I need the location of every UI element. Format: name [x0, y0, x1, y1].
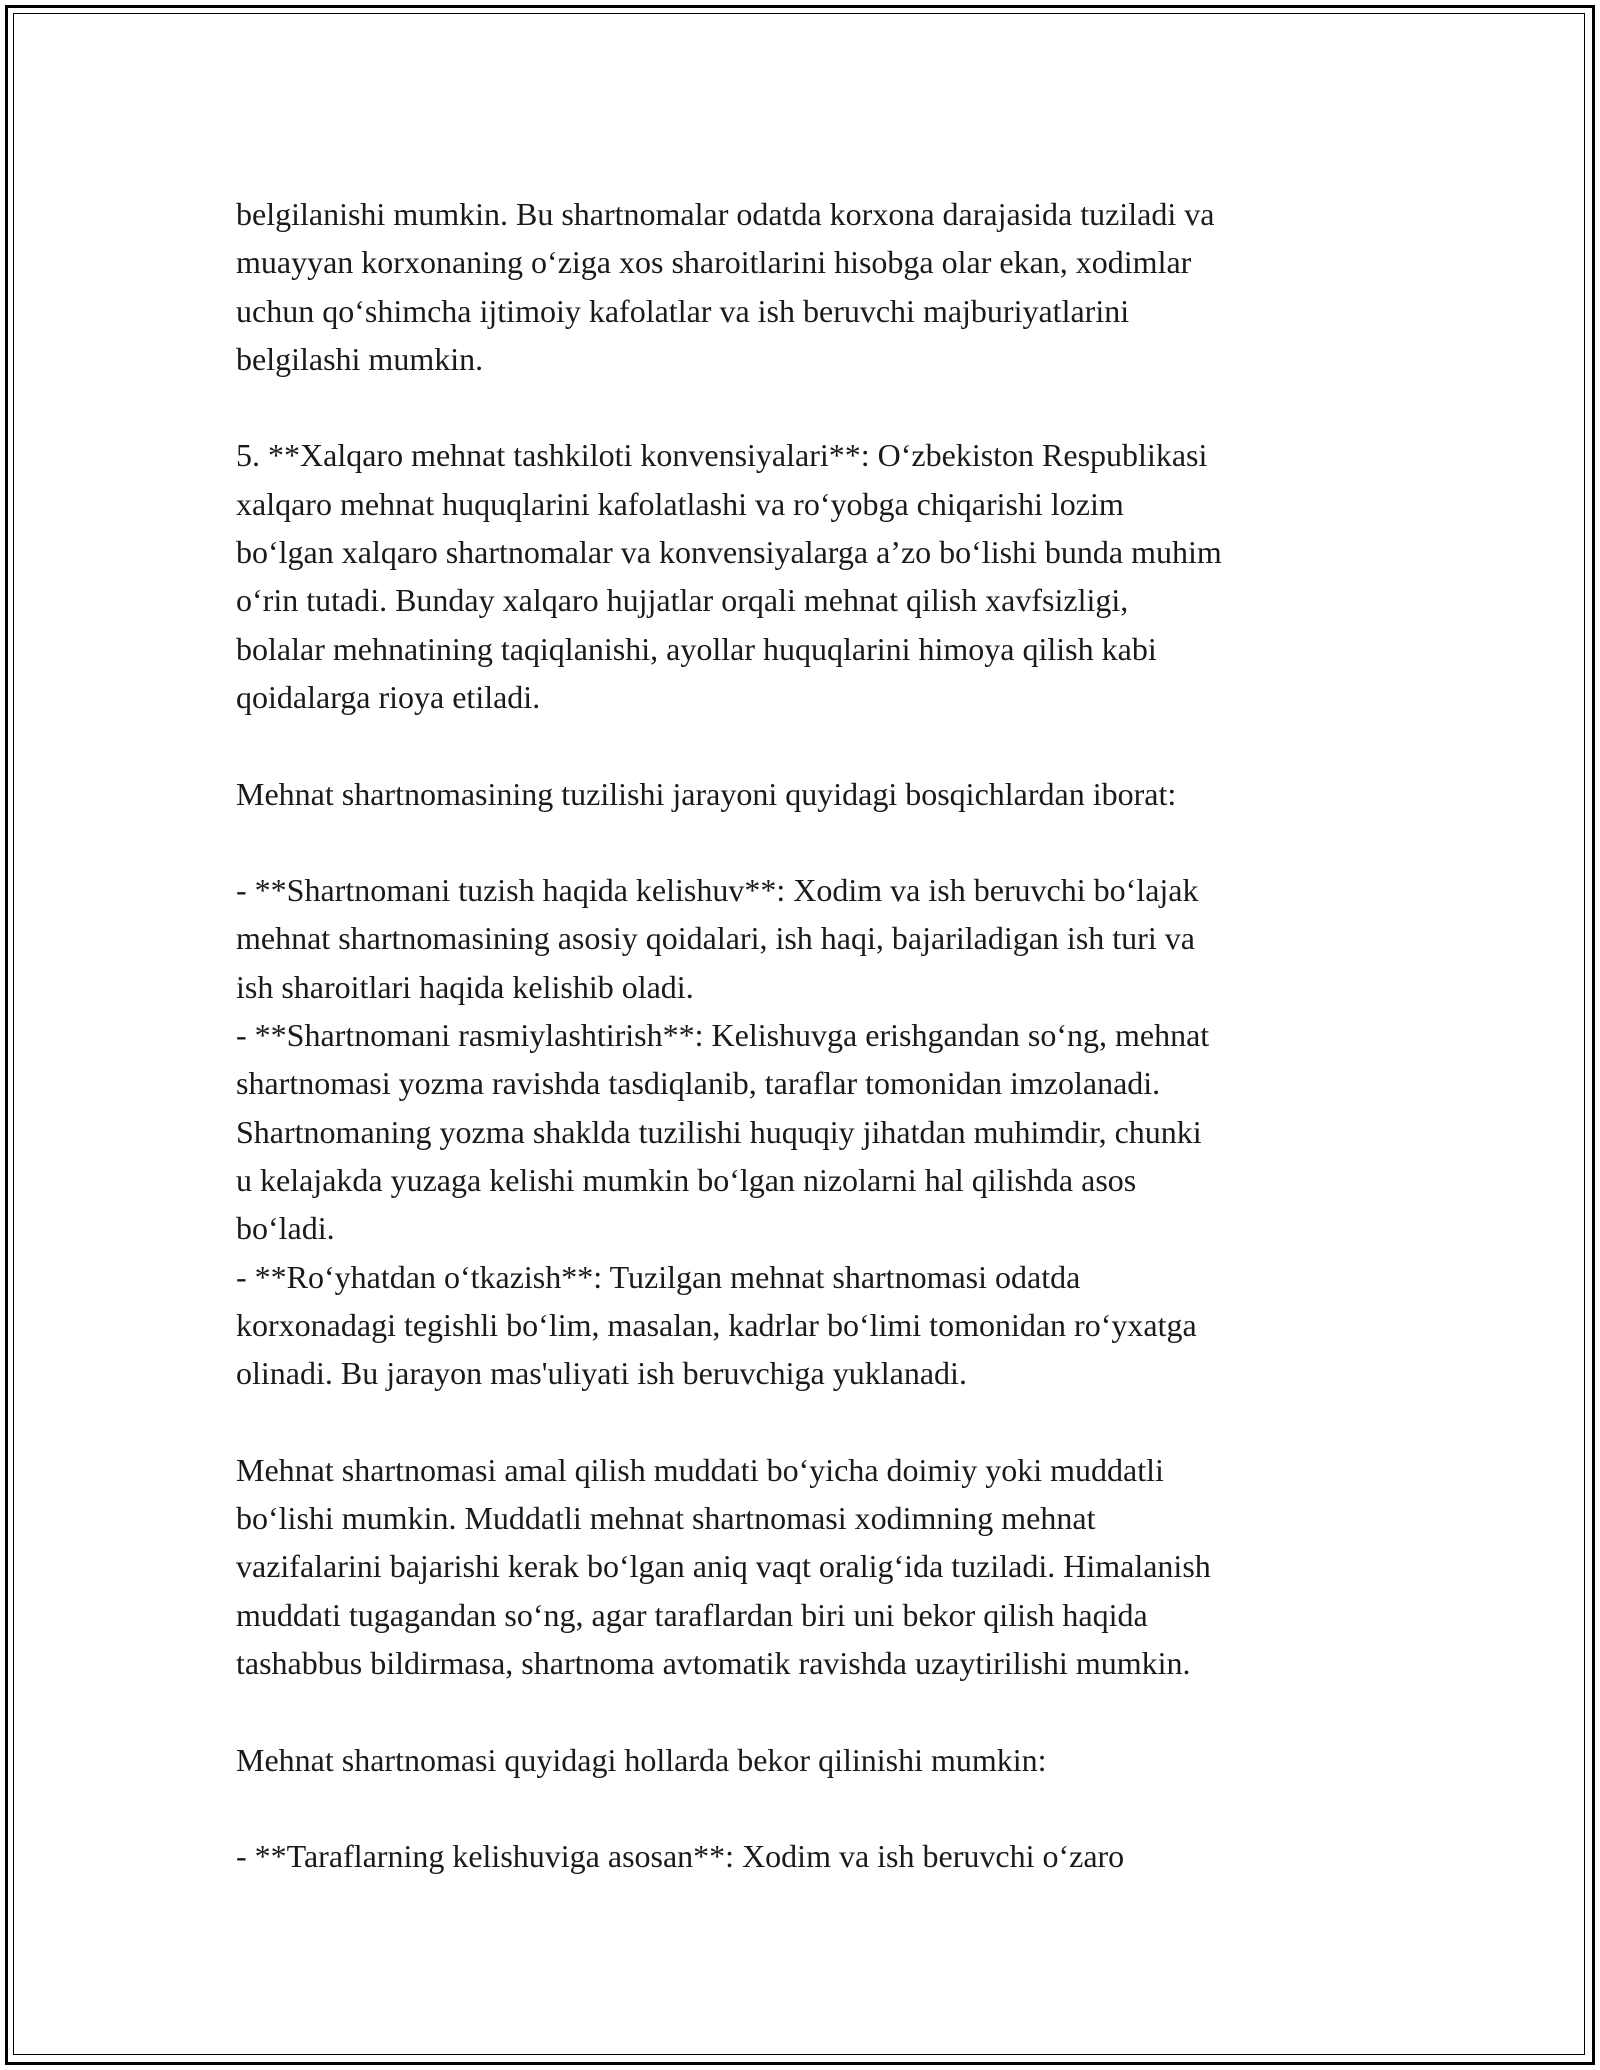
- paragraph: [236, 1736, 1386, 1784]
- text-line: ish sharoitlari haqida kelishib oladi.: [236, 968, 694, 1005]
- text-line: - **Taraflarning kelishuviga asosan**: Xodim va ish beruvchi o‘zaro: [236, 1838, 1125, 1875]
- text-line: Mehnat shartnomasi quyidagi hollarda bekor qilinishi mumkin:: [236, 1741, 1047, 1778]
- text-line: Mehnat shartnomasi amal qilish muddati bo‘yicha doimiy yoki muddatli: [236, 1451, 1164, 1488]
- text-line: bolalar mehnatining taqiqlanishi, ayollar huquqlarini himoya qilish kabi: [236, 630, 1157, 667]
- text-line: belgilashi mumkin.: [236, 340, 484, 377]
- paragraph: [236, 431, 1386, 721]
- paragraph: [236, 866, 1386, 1397]
- paragraph-gap: [236, 1784, 1386, 1832]
- text-line: mehnat shartnomasining asosiy qoidalari, ish haqi, bajariladigan ish turi va: [236, 920, 1195, 957]
- text-line: bo‘lishi mumkin. Muddatli mehnat shartnomasi xodimning mehnat: [236, 1500, 1096, 1537]
- text-line: vazifalarini bajarishi kerak bo‘lgan aniq vaqt oralig‘ida tuziladi. Himalanish: [236, 1548, 1211, 1585]
- text-line: bo‘ladi.: [236, 1210, 335, 1247]
- text-line: o‘rin tutadi. Bunday xalqaro hujjatlar orqali mehnat qilish xavfsizligi,: [236, 582, 1129, 619]
- paragraph: [236, 770, 1386, 818]
- text-line: olinadi. Bu jarayon mas'uliyati ish beruvchiga yuklanadi.: [236, 1355, 967, 1392]
- document-body: [236, 190, 1386, 1880]
- text-line: qoidalarga rioya etiladi.: [236, 678, 541, 715]
- paragraph-gap: [236, 1687, 1386, 1735]
- paragraph: [236, 190, 1386, 383]
- text-line: bo‘lgan xalqaro shartnomalar va konvensiyalarga a’zo bo‘lishi bunda muhim: [236, 534, 1222, 571]
- text-line: xalqaro mehnat huquqlarini kafolatlashi va ro‘yobga chiqarishi lozim: [236, 485, 1124, 522]
- paragraph-gap: [236, 1397, 1386, 1445]
- text-line: 5. **Xalqaro mehnat tashkiloti konvensiyalari**: O‘zbekiston Respublikasi: [236, 437, 1208, 474]
- text-line: tashabbus bildirmasa, shartnoma avtomatik ravishda uzaytirilishi mumkin.: [236, 1644, 1191, 1681]
- paragraph-gap: [236, 818, 1386, 866]
- paragraph-gap: [236, 721, 1386, 769]
- text-line: - **Shartnomani rasmiylashtirish**: Kelishuvga erishgandan so‘ng, mehnat: [236, 1017, 1210, 1054]
- text-line: Mehnat shartnomasining tuzilishi jarayoni quyidagi bosqichlardan iborat:: [236, 775, 1177, 812]
- text-line: uchun qo‘shimcha ijtimoiy kafolatlar va ish beruvchi majburiyatlarini: [236, 292, 1130, 329]
- text-line: belgilanishi mumkin. Bu shartnomalar odatda korxona darajasida tuziladi va: [236, 196, 1215, 232]
- paragraph: [236, 1832, 1386, 1880]
- text-line: muddati tugagandan so‘ng, agar taraflardan biri uni bekor qilish haqida: [236, 1596, 1148, 1633]
- text-line: u kelajakda yuzaga kelishi mumkin bo‘lgan nizolarni hal qilishda asos: [236, 1161, 1137, 1198]
- text-line: shartnomasi yozma ravishda tasdiqlanib, taraflar tomonidan imzolanadi.: [236, 1065, 1161, 1102]
- paragraph-gap: [236, 383, 1386, 431]
- paragraph: [236, 1446, 1386, 1687]
- text-line: - **Ro‘yhatdan o‘tkazish**: Tuzilgan mehnat shartnomasi odatda: [236, 1258, 1081, 1295]
- text-line: muayyan korxonaning o‘ziga xos sharoitlarini hisobga olar ekan, xodimlar: [236, 244, 1192, 281]
- text-line: - **Shartnomani tuzish haqida kelishuv**: Xodim va ish beruvchi bo‘lajak: [236, 872, 1199, 909]
- text-line: Shartnomaning yozma shaklda tuzilishi huquqiy jihatdan muhimdir, chunki: [236, 1113, 1202, 1150]
- text-line: korxonadagi tegishli bo‘lim, masalan, kadrlar bo‘limi tomonidan ro‘yxatga: [236, 1306, 1197, 1343]
